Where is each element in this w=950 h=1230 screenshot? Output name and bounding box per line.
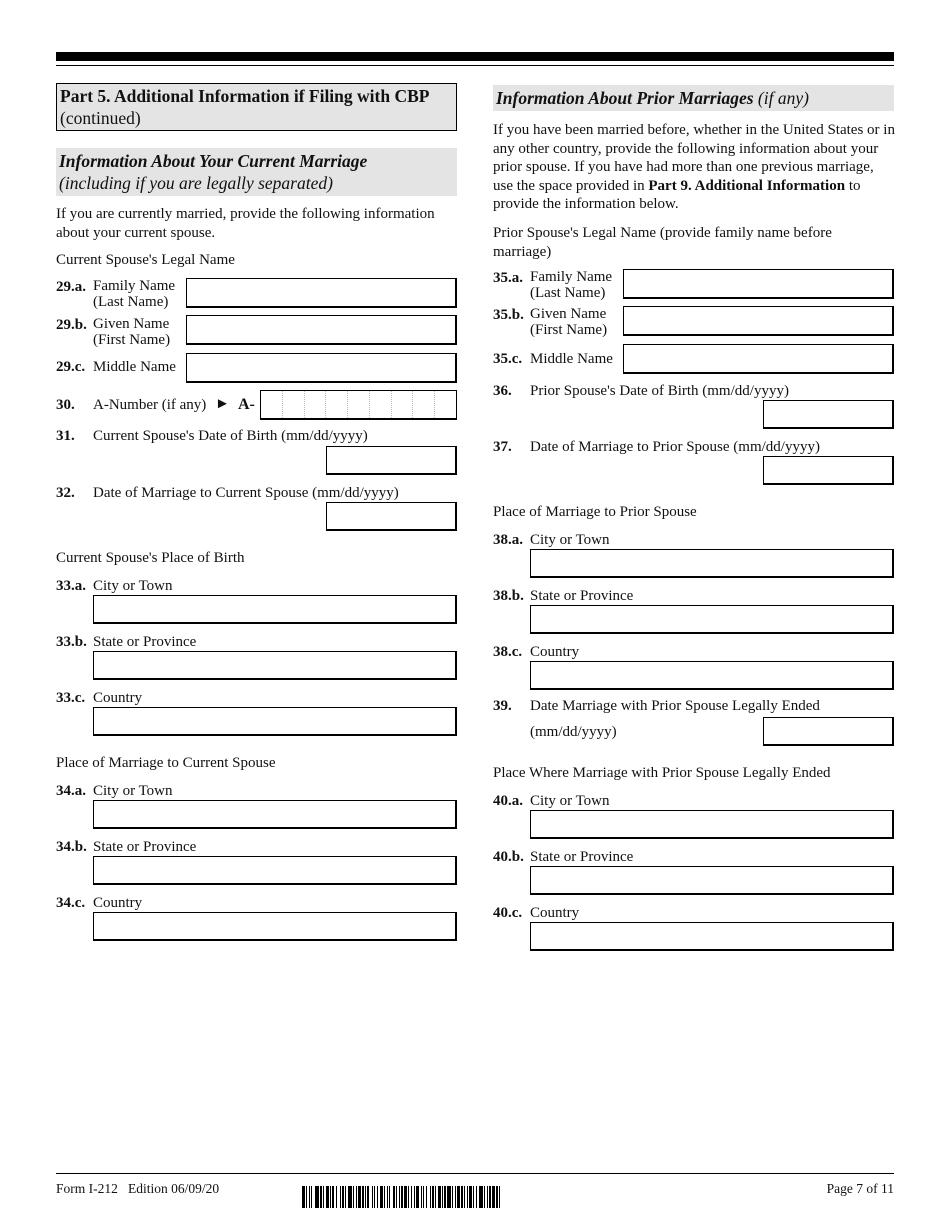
q39-number: 39.: [493, 698, 512, 714]
prior-marriages-title-suffix: (if any): [753, 88, 809, 108]
birth-place-label: Current Spouse's Place of Birth: [56, 550, 245, 566]
part-header-bold2: CBP: [394, 86, 430, 106]
q34b-number: 34.b.: [56, 839, 87, 855]
q29a-number: 29.a.: [56, 279, 86, 295]
q40c-number: 40.c.: [493, 905, 523, 921]
top-rule-thin: [56, 65, 894, 66]
q33c-country-input[interactable]: [93, 707, 457, 736]
q31-dob-input[interactable]: [326, 446, 457, 475]
q33b-state-input[interactable]: [93, 651, 457, 680]
q36-label: Prior Spouse's Date of Birth (mm/dd/yyyy): [530, 383, 789, 399]
q33c-number: 33.c.: [56, 690, 86, 706]
q37-label: Date of Marriage to Prior Spouse (mm/dd/yyyy): [530, 439, 820, 455]
q29c-middle-name-input[interactable]: [186, 353, 457, 383]
prior-marriages-title: Information About Prior Marriages: [496, 88, 754, 108]
part-header-continued: (continued): [60, 108, 141, 128]
q29a-label-line1: Family Name: [93, 278, 176, 294]
current-marriage-intro: If you are currently married, provide the following information about your current spouse.: [56, 206, 435, 241]
prior-intro-bold: Part 9. Additional Information: [648, 177, 846, 194]
q37-number: 37.: [493, 439, 512, 455]
q39-label-format: (mm/dd/yyyy): [530, 724, 617, 740]
q34b-state-input[interactable]: [93, 856, 457, 885]
q29a-label-line2: (Last Name): [93, 294, 169, 310]
q38a-label: City or Town: [530, 532, 610, 548]
q35a-family-name-input[interactable]: [623, 269, 894, 299]
q33a-number: 33.a.: [56, 578, 86, 594]
q33b-label: State or Province: [93, 634, 197, 650]
current-marriage-place-label: Place of Marriage to Current Spouse: [56, 755, 276, 771]
q40c-country-input[interactable]: [530, 922, 894, 951]
q32-marriage-date-input[interactable]: [326, 502, 457, 531]
q29a-family-name-input[interactable]: [186, 278, 457, 308]
q35b-label: [530, 306, 607, 338]
q40a-city-input[interactable]: [530, 810, 894, 839]
q31-label: Current Spouse's Date of Birth (mm/dd/yyyy): [93, 428, 368, 444]
footer-page-number: Page 7 of 11: [826, 1181, 894, 1196]
q33c-label: Country: [93, 690, 143, 706]
q40b-state-input[interactable]: [530, 866, 894, 895]
current-spouse-legal-name-label: Current Spouse's Legal Name: [56, 252, 235, 268]
q34c-country-input[interactable]: [93, 912, 457, 941]
footer-rule: [56, 1173, 894, 1174]
q35b-given-name-input[interactable]: [623, 306, 894, 336]
q35b-number: 35.b.: [493, 307, 524, 323]
q33a-city-input[interactable]: [93, 595, 457, 624]
footer-edition: Edition 06/09/20: [128, 1181, 220, 1196]
prior-marriages-section-heading: [493, 85, 894, 111]
q34c-label: Country: [93, 895, 143, 911]
q36-number: 36.: [493, 383, 512, 399]
q29a-label: [93, 278, 175, 310]
q35b-label-line2: (First Name): [530, 322, 608, 338]
prior-marriages-intro: [493, 121, 895, 214]
q38b-number: 38.b.: [493, 588, 524, 604]
barcode-image: [302, 1186, 710, 1208]
q35b-label-line1: Given Name: [530, 306, 607, 322]
q38c-number: 38.c.: [493, 644, 523, 660]
q40b-label: State or Province: [530, 849, 634, 865]
q40a-label: City or Town: [530, 793, 610, 809]
current-marriage-subtitle: (including if you are legally separated): [59, 173, 333, 193]
q30-a-prefix: A-: [238, 396, 255, 413]
q38b-label: State or Province: [530, 588, 634, 604]
q31-number: 31.: [56, 428, 75, 444]
prior-intro-part1: If you have been married before, whether in the United States or in any other country, provide the following information about your prior spouse. If you have had more than one previous marriage, use the space provided in: [493, 122, 895, 194]
q32-label: Date of Marriage to Current Spouse (mm/dd/yyyy): [93, 485, 399, 501]
prior-intro-part2: to provide the information below.: [493, 177, 861, 212]
q40c-label: Country: [530, 905, 580, 921]
q38c-country-input[interactable]: [530, 661, 894, 690]
q38a-city-input[interactable]: [530, 549, 894, 578]
q29c-label: Middle Name: [93, 359, 176, 375]
q35a-label-line2: (Last Name): [530, 285, 606, 301]
q30-a-number-input[interactable]: [260, 390, 457, 420]
q34a-city-input[interactable]: [93, 800, 457, 829]
q33a-label: City or Town: [93, 578, 173, 594]
top-rule-thick: [56, 52, 894, 61]
q35c-label: Middle Name: [530, 351, 613, 367]
q40b-number: 40.b.: [493, 849, 524, 865]
q35c-number: 35.c.: [493, 351, 523, 367]
q34c-number: 34.c.: [56, 895, 86, 911]
q34a-label: City or Town: [93, 783, 173, 799]
q34a-number: 34.a.: [56, 783, 86, 799]
q38c-label: Country: [530, 644, 580, 660]
part-header: [56, 83, 457, 131]
q30-label: A-Number (if any): [93, 397, 207, 413]
q39-label: Date Marriage with Prior Spouse Legally Ended: [530, 698, 820, 714]
q39-end-date-input[interactable]: [763, 717, 894, 746]
q29b-number: 29.b.: [56, 317, 87, 333]
q36-dob-input[interactable]: [763, 400, 894, 429]
q37-marriage-date-input[interactable]: [763, 456, 894, 485]
arrow-right-icon: ►: [215, 396, 230, 412]
q35c-middle-name-input[interactable]: [623, 344, 894, 374]
q34b-label: State or Province: [93, 839, 197, 855]
q29b-given-name-input[interactable]: [186, 315, 457, 345]
ended-place-label: Place Where Marriage with Prior Spouse Legally Ended: [493, 765, 831, 781]
current-marriage-title: Information About Your Current Marriage: [59, 151, 368, 171]
q30-number: 30.: [56, 397, 75, 413]
q29b-label: [93, 316, 170, 348]
q29b-label-line1: Given Name: [93, 316, 170, 332]
q38b-state-input[interactable]: [530, 605, 894, 634]
prior-marriage-place-label: Place of Marriage to Prior Spouse: [493, 504, 697, 520]
q29b-label-line2: (First Name): [93, 332, 171, 348]
q40a-number: 40.a.: [493, 793, 523, 809]
footer-form-name: Form I-212: [56, 1181, 118, 1196]
prior-spouse-legal-name-label: Prior Spouse's Legal Name (provide family name before marriage): [493, 225, 832, 260]
q29c-number: 29.c.: [56, 359, 86, 375]
q33b-number: 33.b.: [56, 634, 87, 650]
q35a-label-line1: Family Name: [530, 269, 613, 285]
q32-number: 32.: [56, 485, 75, 501]
footer-form-id: [56, 1180, 219, 1198]
q38a-number: 38.a.: [493, 532, 523, 548]
q35a-number: 35.a.: [493, 270, 523, 286]
part-header-bold: Part 5. Additional Information if Filing with: [60, 86, 395, 106]
current-marriage-section-heading: [56, 148, 457, 196]
q35a-label: [530, 269, 612, 301]
